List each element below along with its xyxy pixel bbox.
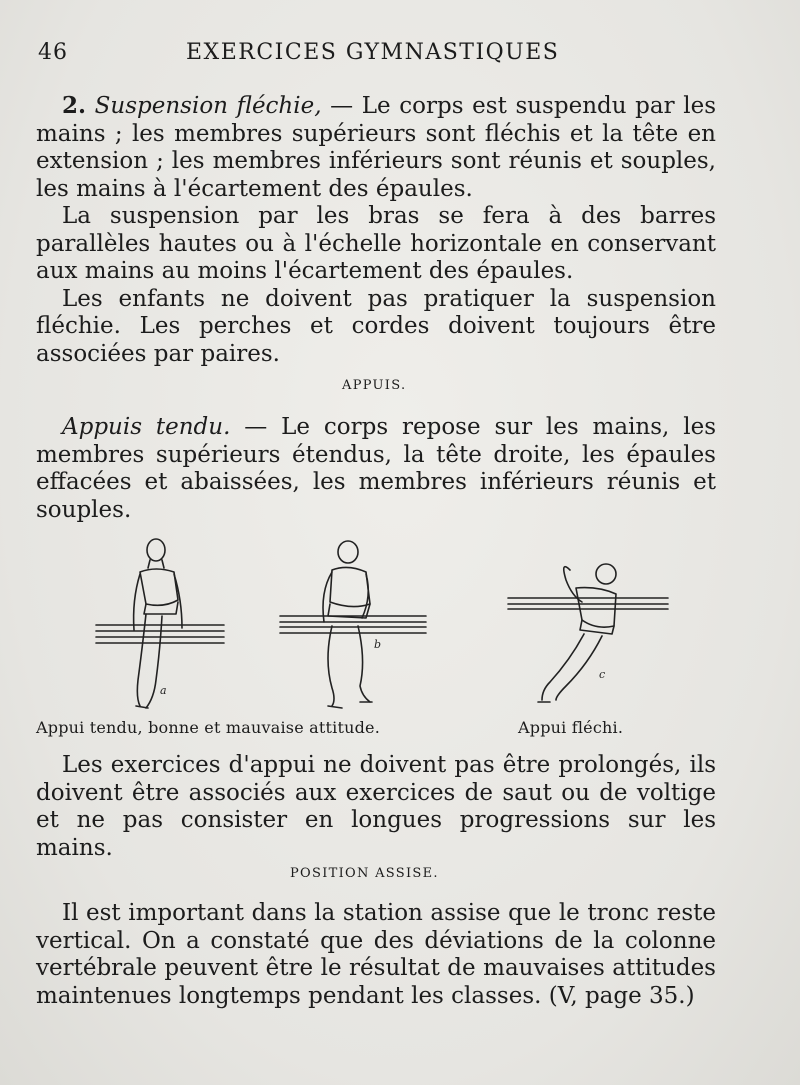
- suspension-paragraph-2: La suspension par les bras se fera à des barres parallèles hautes ou à l'échelle horizontale en conservant aux mains au moins l'écartement des épaules.: [36, 203, 716, 284]
- page-number: 46: [38, 40, 68, 65]
- assise-paragraph-1: Il est important dans la station assise que le tronc reste vertical. On a constaté que des déviations de la colonne vertébrale peuvent être le résultat de mauvaises attitudes maintenues longtemps pendant les classes. (V, page 35.): [36, 900, 716, 1009]
- appuis-paragraph-1: [36, 414, 716, 524]
- section-number: 2.: [62, 92, 87, 119]
- figure-1-mark: a: [160, 684, 167, 697]
- figure-3-mark: c: [599, 668, 606, 681]
- figure-2-gymnast: [323, 541, 372, 708]
- caption-appui-flechi: Appui fléchi.: [518, 718, 624, 737]
- appuis-continued-section: [36, 752, 716, 862]
- suspension-text-1: Le corps est suspendu par les mains ; les membres supérieurs sont fléchis et la tête en extension ; les membres inférieurs sont réunis et souples, les mains à l'écartement des épaules.: [36, 93, 716, 202]
- heading-position-assise: POSITION ASSISE.: [290, 866, 439, 881]
- appuis-paragraph-2: Les exercices d'appui ne doivent pas être prolongés, ils doivent être associés aux exercices de saut ou de voltige et ne pas consister en longues progressions sur les mains.: [36, 752, 716, 861]
- figure-illustrations: [36, 530, 716, 720]
- suspension-section: [36, 92, 716, 368]
- page-header: [38, 40, 740, 74]
- appuis-text-1: Le corps repose sur les mains, les membres supérieurs étendus, la tête droite, les épaules effacées et abaissées, les membres inférieurs réunis et souples.: [36, 414, 716, 523]
- figure-3-parallel-bars: [508, 598, 668, 609]
- figure-1-gymnast: [134, 539, 182, 708]
- running-title: EXERCICES GYMNASTIQUES: [186, 40, 560, 65]
- caption-appui-tendu: Appui tendu, bonne et mauvaise attitude.: [36, 718, 381, 737]
- appuis-term: Appuis tendu.: [62, 414, 231, 440]
- figure-3-gymnast: [538, 564, 616, 702]
- figure-2-parallel-bars: [280, 616, 426, 633]
- figure-2-mark: b: [374, 638, 382, 651]
- suspension-dash: —: [321, 93, 362, 119]
- appuis-dash: —: [230, 414, 282, 440]
- suspension-paragraph-1: [36, 92, 716, 203]
- heading-appuis: APPUIS.: [342, 378, 407, 393]
- gymnast-illustration: [36, 530, 716, 720]
- appuis-section: [36, 414, 716, 524]
- suspension-term: Suspension fléchie,: [94, 93, 322, 119]
- assise-section: [36, 900, 716, 1010]
- suspension-paragraph-3: Les enfants ne doivent pas pratiquer la suspension fléchie. Les perches et cordes doivent toujours être associées par paires.: [36, 285, 716, 367]
